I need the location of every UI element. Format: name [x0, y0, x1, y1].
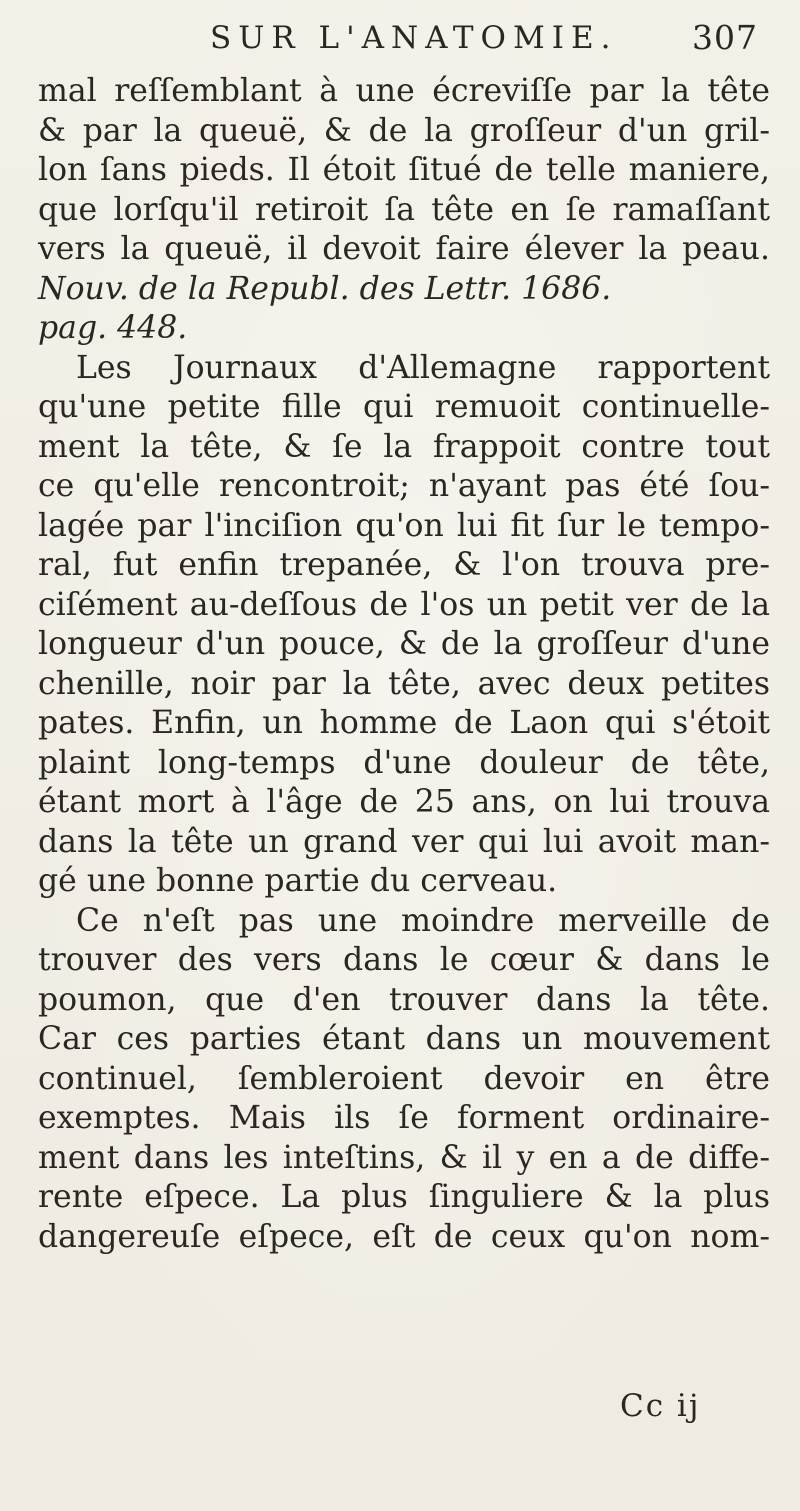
- text-line: continuel, ſembleroient devoir en être: [38, 1060, 770, 1097]
- text-line: qu'une petite fille qui remuoit continuelle-: [38, 389, 770, 425]
- text-line: étant mort à l'âge de 25 ans, on lui trouva: [38, 784, 770, 820]
- text-body: [38, 72, 770, 1257]
- text-line: Car ces parties étant dans un mouvement: [38, 1021, 770, 1057]
- text-line: rente eſpece. La plus ſinguliere & la plus: [38, 1179, 770, 1215]
- text-line: lon ſans pieds. Il étoit ſitué de telle maniere,: [38, 152, 770, 188]
- text-line: ment dans les inteſtins, & il y en a de diffe-: [38, 1139, 770, 1176]
- text-line: Ce n'eſt pas une moindre merveille de: [76, 902, 770, 939]
- text-line: longueur d'un pouce, & de la groſſeur d'une: [38, 626, 770, 662]
- running-title: SUR L'ANATOMIE.: [210, 20, 618, 56]
- text-line: vers la queuë, il devoit faire élever la peau.: [38, 231, 770, 267]
- page-footer: [0, 1384, 800, 1428]
- text-line: plaint long-temps d'une douleur de tête,: [38, 744, 770, 781]
- text-line: ce qu'elle rencontroit; n'ayant pas été ſou-: [38, 468, 770, 504]
- text-line: ment la tête, & ſe la frappoit contre tout: [38, 428, 770, 465]
- signature-mark: Cc ij: [620, 1388, 701, 1424]
- text-line: pates. Enfin, un homme de Laon qui s'étoit: [38, 705, 770, 741]
- text-line: Les Journaux d'Allemagne rapportent: [76, 349, 770, 386]
- text-line: exemptes. Mais ils ſe forment ordinaire-: [38, 1100, 770, 1136]
- text-line: lagée par l'inciſion qu'on lui fit ſur le tempo-: [38, 507, 770, 544]
- page-number: 307: [692, 18, 758, 57]
- text-line: mal reſſemblant à une écreviſſe par la tête: [38, 73, 770, 109]
- text-line: poumon, que d'en trouver dans la tête.: [38, 981, 770, 1018]
- citation-line: Nouv. de la Republ. des Lettr. 1686.: [38, 270, 612, 307]
- citation-page-line: pag. 448.: [38, 310, 188, 346]
- text-line: chenille, noir par la tête, avec deux petites: [38, 665, 770, 702]
- text-line: ciſément au-deſſous de l'os un petit ver de la: [38, 586, 770, 623]
- text-line: dangereuſe eſpece, eſt de ceux qu'on nom-: [38, 1218, 770, 1255]
- text-line: dans la tête un grand ver qui lui avoit man-: [38, 823, 770, 860]
- text-line: que lorſqu'il retiroit ſa tête en ſe ramaſſant: [38, 191, 770, 228]
- text-line: ral, fut enfin trepanée, & l'on trouva pre-: [38, 547, 770, 583]
- text-line: gé une bonne partie du cerveau.: [38, 863, 558, 899]
- page-header: [40, 14, 760, 72]
- text-line: & par la queuë, & de la groſſeur d'un gril-: [38, 112, 770, 149]
- text-line: trouver des vers dans le cœur & dans le: [38, 942, 770, 978]
